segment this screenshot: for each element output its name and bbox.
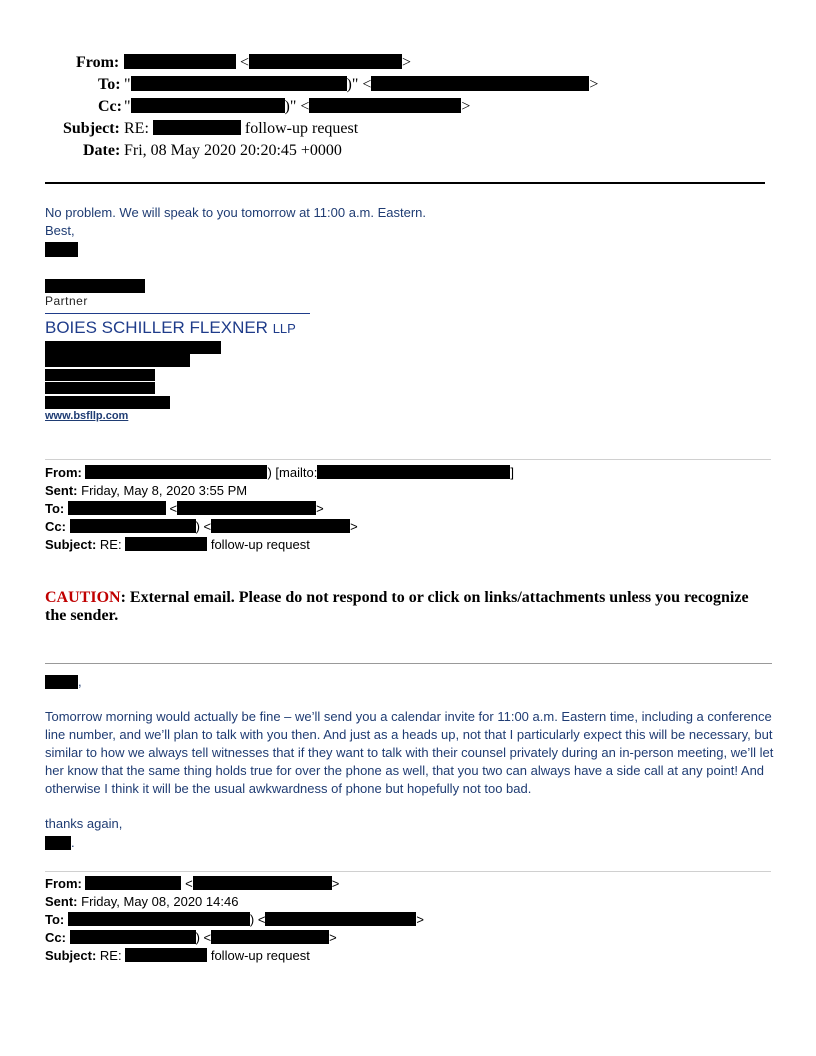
- header-divider: [45, 182, 765, 184]
- caution-divider: [45, 663, 772, 664]
- redaction: [124, 54, 236, 69]
- quoted2-sent-row: [45, 893, 238, 911]
- to-label: To:: [98, 76, 121, 93]
- redaction: [45, 369, 155, 381]
- date-value: Fri, 08 May 2020 20:20:45 +0000: [124, 142, 342, 159]
- quoted1-to-row: To: < >: [45, 501, 324, 516]
- redaction: [125, 948, 207, 962]
- quoted2-sent-label: Sent:: [45, 894, 78, 909]
- mailto-text: ) [mailto:: [267, 465, 318, 480]
- quoted-divider-1: [45, 459, 771, 460]
- caution-banner: [45, 589, 765, 625]
- quoted-divider-2: [45, 871, 771, 872]
- signature-divider: [45, 313, 310, 314]
- redaction: [125, 537, 207, 551]
- from-label: From:: [76, 54, 120, 71]
- quoted2-from-label: From:: [45, 876, 82, 891]
- website-link[interactable]: www.bsfllp.com: [45, 410, 129, 422]
- quoted2-subject-prefix: RE:: [99, 948, 122, 963]
- subject-label: Subject:: [63, 120, 120, 137]
- closing-period: .: [71, 835, 75, 850]
- redaction: [70, 519, 196, 533]
- to-value: " )" < >: [124, 76, 599, 93]
- quoted1-to-label: To:: [45, 501, 65, 516]
- redaction: [85, 465, 267, 479]
- message2-closing: thanks again,: [45, 816, 123, 831]
- caution-label: CAUTION: [45, 589, 121, 606]
- quoted1-sent-value: Friday, May 8, 2020 3:55 PM: [81, 483, 248, 498]
- redaction: [45, 354, 190, 367]
- redaction: [265, 912, 416, 926]
- quoted1-subject-label: Subject:: [45, 537, 97, 552]
- firm-name-text: BOIES SCHILLER FLEXNER: [45, 318, 268, 337]
- redaction: [309, 98, 461, 113]
- quoted2-cc-row: Cc: ) < >: [45, 930, 337, 945]
- quoted1-cc-row: Cc: ) < >: [45, 519, 358, 534]
- redaction: [45, 836, 71, 850]
- quoted1-sent-row: [45, 482, 247, 500]
- redaction: [211, 519, 350, 533]
- cc-label: Cc:: [98, 98, 122, 115]
- quoted1-sent-label: Sent:: [45, 483, 78, 498]
- redaction: [68, 912, 250, 926]
- subject-prefix: RE:: [124, 120, 149, 137]
- redaction: [131, 98, 285, 113]
- redaction: [70, 930, 196, 944]
- header-cc-row: [0, 96, 700, 118]
- redaction: [249, 54, 402, 69]
- firm-suffix: LLP: [272, 321, 296, 336]
- quoted1-from-label: From:: [45, 465, 82, 480]
- redaction: [45, 341, 221, 354]
- redaction: [45, 675, 78, 689]
- quoted2-sent-value: Friday, May 08, 2020 14:46: [81, 894, 239, 909]
- message2-paragraph: Tomorrow morning would actually be fine – we’ll send you a calendar invite for 11:00 a.m. Eastern time, including a conference line number, and we’ll plan to talk with you then. And just as a heads up, not that I particularly expect this will be necessary, but similar to how we always tell witnesses that if they want to talk with their counsel privately during an in-person meeting, we’ll let her know that the same thing holds true for over the phone as well, that you two can always have a side call at any point! And otherwise I think it will be the usual awkwardness of phone but hopefully not too bad.: [45, 709, 774, 796]
- subject-suffix: follow-up request: [244, 120, 359, 137]
- quoted2-to-row: To: ) < >: [45, 912, 425, 927]
- reply-line-1: No problem. We will speak to you tomorrow at 11:00 a.m. Eastern.: [45, 205, 427, 220]
- redaction: [45, 279, 145, 293]
- signature-title: Partner: [45, 294, 88, 308]
- from-value: < >: [124, 52, 411, 74]
- subject-value: [124, 118, 358, 140]
- redaction: [131, 76, 347, 91]
- cc-value: " )" < >: [124, 98, 471, 115]
- redaction: [371, 76, 589, 91]
- quoted2-from-row: From: < >: [45, 876, 340, 891]
- redaction: [45, 382, 155, 394]
- header-from-row: [0, 52, 700, 74]
- redaction: [85, 876, 181, 890]
- date-label: Date:: [83, 142, 121, 159]
- reply-body: [45, 204, 426, 240]
- quoted2-subject-row: [45, 947, 310, 965]
- header-subject-row: [0, 118, 700, 140]
- quoted1-from-row: From: ) [mailto: ]: [45, 465, 514, 480]
- redaction: [68, 501, 166, 515]
- quoted1-subject-row: [45, 536, 310, 554]
- redaction: [317, 465, 510, 479]
- quoted1-subject-prefix: RE:: [99, 537, 122, 552]
- reply-line-2: Best,: [45, 223, 75, 238]
- quoted2-subject-suffix: follow-up request: [210, 948, 310, 963]
- header-date-row: [0, 140, 700, 162]
- quoted1-subject-suffix: follow-up request: [210, 537, 310, 552]
- redaction: [45, 396, 170, 409]
- quoted1-cc-label: Cc:: [45, 519, 66, 534]
- header-to-row: [0, 74, 700, 96]
- redaction: [177, 501, 316, 515]
- firm-name: [45, 318, 296, 338]
- redaction: [193, 876, 332, 890]
- quoted2-cc-label: Cc:: [45, 930, 66, 945]
- redaction: [45, 242, 78, 257]
- redaction: [153, 120, 241, 135]
- salutation-comma: ,: [78, 674, 82, 689]
- caution-text: : External email. Please do not respond to or click on links/attachments unless you recognize the sender.: [45, 589, 749, 624]
- quoted2-to-label: To:: [45, 912, 65, 927]
- redaction: [211, 930, 329, 944]
- quoted2-subject-label: Subject:: [45, 948, 97, 963]
